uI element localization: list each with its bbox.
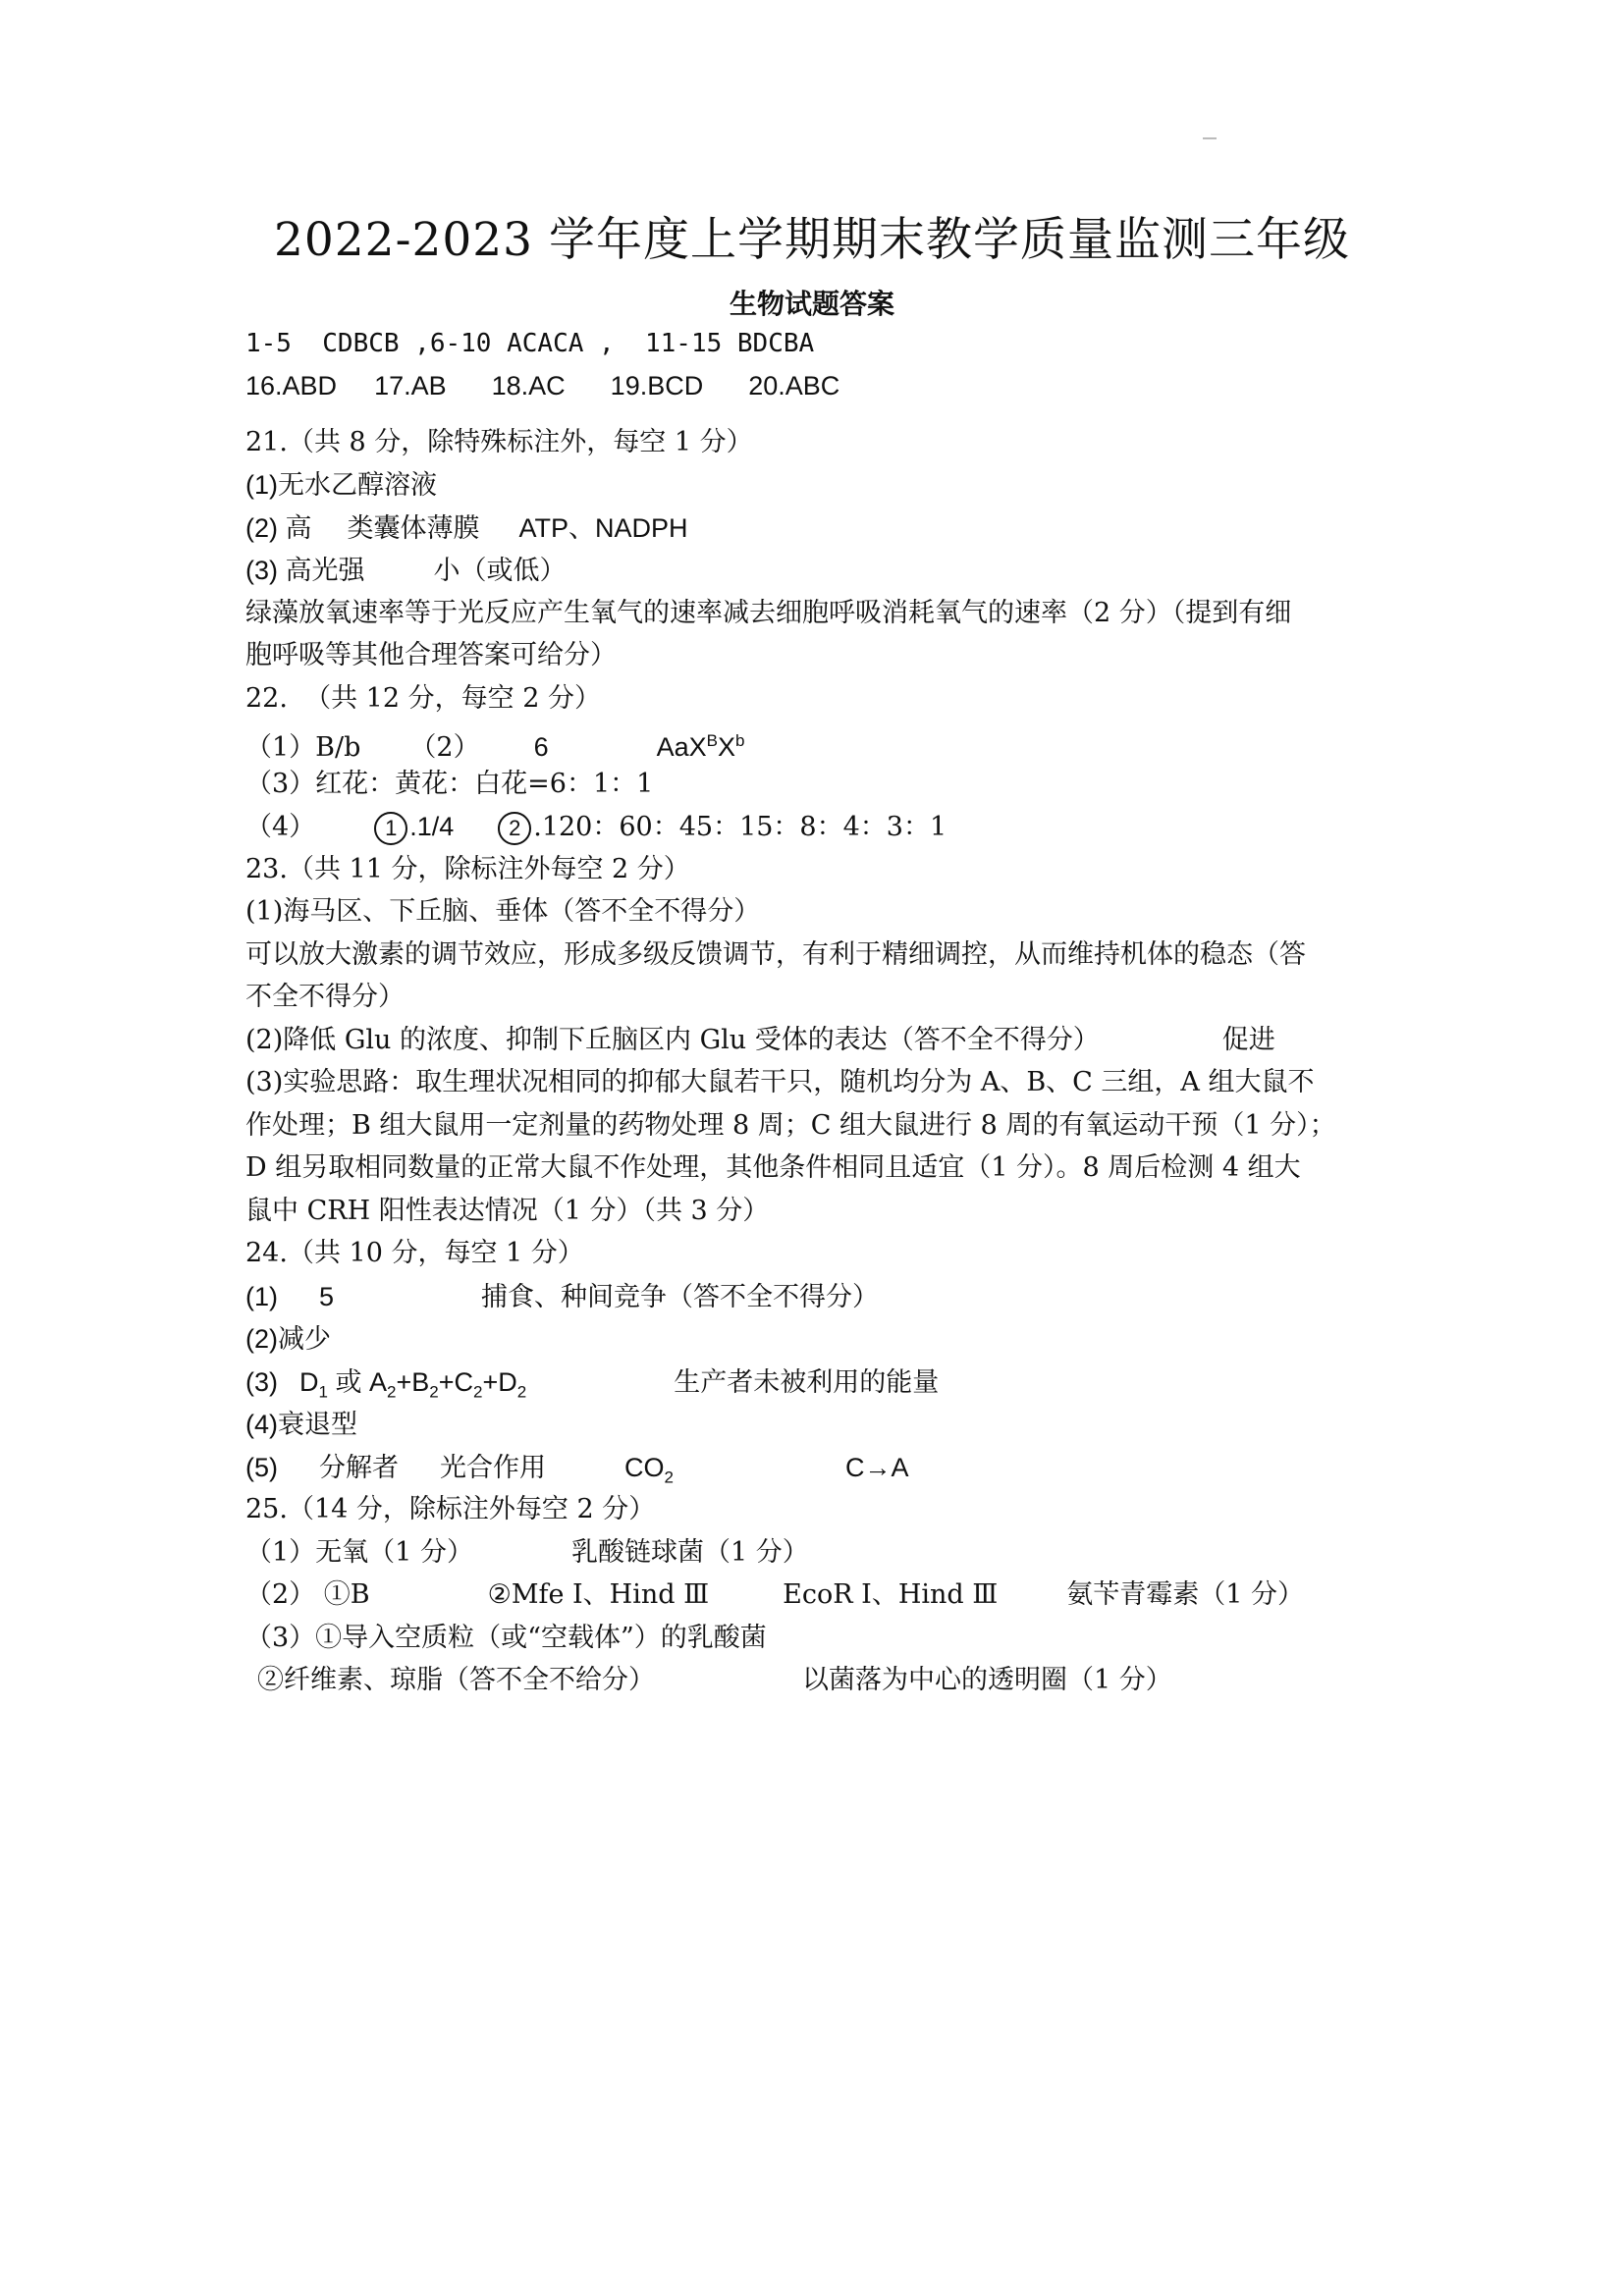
q22-answer-4 (245, 807, 947, 847)
q21-answer-3 (245, 551, 567, 590)
formula-sub-2b: 2 (429, 1382, 439, 1402)
q25-answer-1 (245, 1533, 809, 1573)
q23-answer-3-line3: D 组另取相同数量的正常大鼠不作处理，其他条件相同且适宜（1 分）。8 周后检测 4 组大 (245, 1152, 1301, 1183)
formula-d: D (299, 1367, 319, 1397)
q24-a5-part1: 分解者 (319, 1453, 399, 1482)
q24-a3-formula (299, 1367, 527, 1402)
page-subtitle: 生物试题答案 (729, 288, 894, 320)
q21-a2-part2: 类囊体薄膜 (347, 513, 480, 543)
formula-sub-2a: 2 (386, 1382, 397, 1402)
q25-heading: 25.（14 分，除标注外每空 2 分） (245, 1494, 656, 1524)
q24-a1-text: 捕食、种间竞争（答不全不得分） (481, 1282, 880, 1312)
q21-answer-2 (245, 508, 688, 548)
q25-a1-part1: （1）无氧（1 分） (245, 1537, 473, 1568)
q21-answer-3-detail-line2: 胞呼吸等其他合理答案可给分） (245, 640, 617, 670)
answer-18: 18.AC (491, 371, 566, 400)
q24-a3-text: 生产者未被利用的能量 (674, 1367, 940, 1397)
genotype-x: X (718, 732, 736, 762)
q23-answer-1-detail-line1: 可以放大激素的调节效应，形成多级反馈调节，有利于精细调控，从而维持机体的稳态（答 (245, 939, 1306, 970)
q22-a2-label: （2） (409, 732, 480, 763)
q24-heading: 24.（共 10 分，每空 1 分） (245, 1238, 584, 1268)
q25-answer-3b (257, 1661, 1172, 1700)
circled-1: 1 (374, 812, 407, 845)
q23-a2-part2: 促进 (1221, 1025, 1275, 1055)
q21-a3-part2: 小（或低） (433, 556, 567, 585)
q24-a3-label: (3) (245, 1367, 278, 1397)
q24-a5-label: (5) (245, 1453, 278, 1482)
q25-answer-2 (245, 1575, 1304, 1615)
formula-a: 或 A (327, 1367, 387, 1397)
answer-20: 20.ABC (748, 371, 840, 400)
q22-answer-3: （3）红花：黄花：白花=6：1：1 (245, 769, 654, 799)
q24-a1-value: 5 (319, 1282, 335, 1311)
circled-2: 2 (498, 812, 531, 845)
q25-a2-part3: EcoR Ⅰ、Hind Ⅲ (783, 1579, 999, 1610)
formula-sub-2c: 2 (472, 1382, 483, 1402)
q23-a2-part1: (2)降低 Glu 的浓度、抑制下丘脑区内 Glu 受体的表达（答不全不得分） (245, 1025, 1100, 1055)
q22-a2-value: 6 (533, 732, 549, 762)
q25-a3b-part1: ②纤维素、琼脂（答不全不给分） (257, 1665, 655, 1695)
q22-a4-label: （4） (245, 812, 316, 842)
q23-answer-3-line2: 作处理；B 组大鼠用一定剂量的药物处理 8 周；C 组大鼠进行 8 周的有氧运动干预（1 分）； (245, 1110, 1336, 1141)
q22-genotype (657, 732, 745, 762)
scan-speck (1203, 137, 1217, 139)
co2-sub: 2 (664, 1468, 674, 1487)
choice-answers-multi (245, 366, 839, 405)
q22-a4-part1: .1/4 (409, 812, 455, 841)
genotype-sup-b-lower: b (735, 731, 745, 750)
genotype-base: AaX (656, 732, 707, 762)
q23-answer-3-line4: 鼠中 CRH 阳性表达情况（1 分）（共 3 分） (245, 1196, 770, 1226)
q25-a2-part1: （2） ①B (245, 1579, 370, 1610)
q25-answer-3: （3）①导入空质粒（或“空载体”）的乳酸菌 (245, 1623, 767, 1653)
q21-heading: 21.（共 8 分，除特殊标注外，每空 1 分） (245, 427, 753, 457)
q22-a4-part2: .120：60：45：15：8：4：3：1 (533, 812, 947, 842)
q21-a2-part1: (2) 高 (245, 513, 312, 543)
formula-b: +B (396, 1367, 430, 1397)
q23-answer-2 (245, 1021, 1275, 1060)
q21-a3-part1: (3) 高光强 (245, 556, 365, 585)
q23-answer-1: (1)海马区、下丘脑、垂体（答不全不得分） (245, 896, 761, 927)
page-title: 2022-2023 学年度上学期期末教学质量监测三年级 (273, 213, 1351, 267)
formula-sub-1: 1 (318, 1382, 328, 1402)
q25-a3b-part2: 以菌落为中心的透明圈（1 分） (802, 1665, 1172, 1695)
q23-answer-1-detail-line2: 不全不得分） (245, 982, 405, 1012)
formula-d2: +D (482, 1367, 517, 1397)
answer-16: 16.ABD (245, 371, 338, 400)
q24-answer-4: (4)衰退型 (245, 1410, 357, 1439)
q25-a2-part2: ②Mfe Ⅰ、Hind Ⅲ (487, 1579, 710, 1610)
q21-answer-1: (1)无水乙醇溶液 (245, 470, 437, 500)
q23-heading: 23.（共 11 分，除标注外每空 2 分） (245, 854, 690, 884)
choice-answers-single: 1-5 CDBCB ,6-10 ACACA , 11-15 BDCBA (245, 329, 815, 358)
formula-c: +C (438, 1367, 473, 1397)
q22-a1: （1）B/b (245, 732, 361, 763)
q25-a2-part4: 氨苄青霉素（1 分） (1066, 1579, 1305, 1610)
q21-answer-3-detail-line1: 绿藻放氧速率等于光反应产生氧气的速率减去细胞呼吸消耗氧气的速率（2 分）（提到有细 (245, 598, 1292, 628)
q22-heading: 22. （共 12 分，每空 2 分） (245, 683, 601, 714)
answer-19: 19.BCD (610, 371, 704, 400)
q23-answer-3-line1: (3)实验思路：取生理状况相同的抑郁大鼠若干只，随机均分为 A、B、C 三组，A 组大鼠不 (245, 1067, 1315, 1097)
q24-answer-1 (245, 1277, 879, 1317)
answer-17: 17.AB (374, 371, 447, 400)
q24-answer-2: (2)减少 (245, 1324, 331, 1354)
q21-a2-part3: ATP、NADPH (518, 513, 688, 543)
q24-a5-co2 (624, 1453, 674, 1487)
genotype-sup-b-upper: B (706, 731, 719, 750)
formula-sub-2d: 2 (516, 1382, 527, 1402)
q24-a1-label: (1) (245, 1282, 278, 1311)
q24-a5-part4: C→A (844, 1453, 909, 1482)
q25-a1-part2: 乳酸链球菌（1 分） (570, 1537, 809, 1568)
co2-base: CO (624, 1453, 665, 1482)
q24-a5-part2: 光合作用 (440, 1453, 546, 1482)
q22-answer-1-2 (245, 721, 745, 768)
